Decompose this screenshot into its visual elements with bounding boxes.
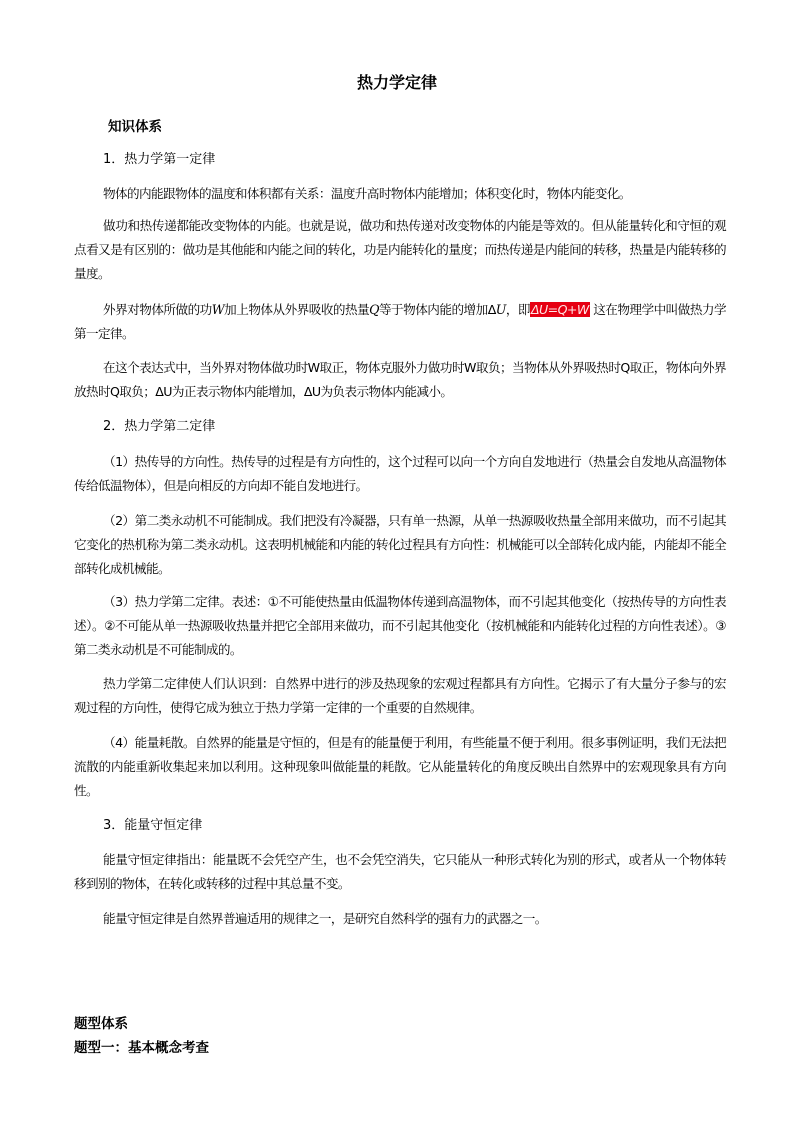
text-run: ，即: [505, 302, 530, 317]
formula-highlight: ΔU=Q+W: [530, 302, 589, 317]
paragraph: （4）能量耗散。自然界的能量是守恒的，但是有的能量便于利用，有些能量不便于利用。很多事例证明，我们无法把流散的内能重新收集起来加以利用。这种现象叫做能量的耗散。它从能量转化的角度反映出自然界中的宏观现象具有方向性。: [74, 735, 726, 798]
paragraph: 能量守恒定律是自然界普遍适用的规律之一，是研究自然科学的强有力的武器之一。: [103, 911, 547, 926]
paragraph: 热力学第二定律使人们认识到：自然界中进行的涉及热现象的宏观过程都具有方向性。它揭示了有大量分子参与的宏观过程的方向性，使得它成为独立于热力学第一定律的一个重要的自然规律。: [74, 676, 726, 715]
paragraph: 做功和热传递都能改变物体的内能。也就是说，做功和热传递对改变物体的内能是等效的。但从能量转化和守恒的观点看又是有区别的：做功是其他能和内能之间的转化，功是内能转化的量度；而热传递是内能间的转移，热量是内能转移的量度。: [74, 218, 726, 281]
text-run: 这在物理学中叫做热力学第一定律。: [74, 302, 726, 341]
section-heading-types: 题型体系: [74, 1016, 128, 1032]
symbol-q: Q: [369, 302, 379, 317]
text-run: 外界对物体所做的功: [103, 302, 212, 317]
paragraph: （3）热力学第二定律。表述：①不可能使热量由低温物体传递到高温物体，而不引起其他变化（按热传导的方向性表述）。②不可能从单一热源吸收热量并把它全部用来做功，而不引起其他变化（按机械能和内能转化过程的方向性表述）。③第二类永动机是不可能制成的。: [74, 594, 726, 657]
paragraph: （1）热传导的方向性。热传导的过程是有方向性的，这个过程可以向一个方向自发地进行（热量会自发地从高温物体传给低温物体），但是向相反的方向却不能自发地进行。: [74, 454, 726, 493]
text-run: 等于物体内能的增加Δ: [378, 302, 496, 317]
paragraph: 能量守恒定律指出：能量既不会凭空产生，也不会凭空消失，它只能从一种形式转化为别的形式，或者从一个物体转移到别的物体，在转化或转移的过程中其总量不变。: [74, 852, 726, 891]
section-heading-knowledge: 知识体系: [108, 119, 162, 135]
symbol-w: W: [211, 302, 225, 317]
subheading-first-law: 1．热力学第一定律: [103, 152, 216, 167]
page-title: 热力学定律: [356, 73, 437, 92]
symbol-u: U: [495, 302, 506, 317]
subheading-second-law: 2．热力学第二定律: [103, 419, 216, 434]
paragraph: （2）第二类永动机不可能制成。我们把没有冷凝器，只有单一热源，从单一热源吸收热量全部用来做功，而不引起其它变化的热机称为第二类永动机。这表明机械能和内能的转化过程具有方向性：机械能可以全部转化成内能，内能却不能全部转化成机械能。: [74, 513, 726, 576]
paragraph: 物体的内能跟物体的温度和体积都有关系：温度升高时物体内能增加；体积变化时，物体内能变化。: [103, 186, 631, 201]
text-run: 加上物体从外界吸收的热量: [224, 302, 370, 317]
subheading-type-one: 题型一：基本概念考查: [74, 1040, 209, 1056]
paragraph: 在这个表达式中，当外界对物体做功时W取正，物体克服外力做功时W取负；当物体从外界吸热时Q取正，物体向外界放热时Q取负；ΔU为正表示物体内能增加，ΔU为负表示物体内能减小。: [74, 360, 726, 399]
subheading-conservation: 3．能量守恒定律: [103, 818, 203, 833]
paragraph-first-law-statement: [74, 298, 726, 346]
